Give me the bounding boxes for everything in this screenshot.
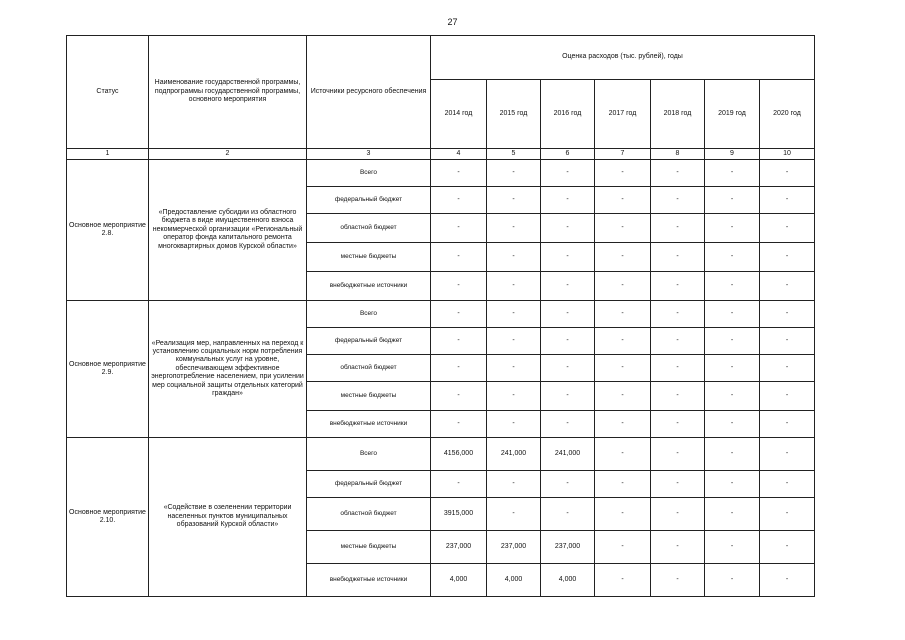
value-cell: - — [487, 382, 541, 411]
value-cell: - — [541, 272, 595, 301]
column-number: 5 — [487, 149, 541, 160]
status-cell: Основное мероприятие 2.8. — [67, 160, 149, 301]
value-cell: - — [705, 301, 760, 328]
source-cell: Всего — [307, 301, 431, 328]
page-number: 27 — [447, 17, 458, 27]
value-cell: - — [651, 531, 705, 564]
value-cell: - — [487, 160, 541, 187]
value-cell: - — [760, 301, 815, 328]
value-cell: 237,000 — [487, 531, 541, 564]
value-cell: - — [760, 187, 815, 214]
header-expenses: Оценка расходов (тыс. рублей), годы — [431, 36, 815, 80]
value-cell: - — [651, 243, 705, 272]
value-cell: - — [760, 438, 815, 471]
source-cell: федеральный бюджет — [307, 187, 431, 214]
value-cell: - — [705, 411, 760, 438]
value-cell: - — [651, 160, 705, 187]
value-cell: - — [541, 187, 595, 214]
table-row — [67, 301, 815, 328]
value-cell: - — [651, 471, 705, 498]
value-cell: - — [487, 272, 541, 301]
source-cell: внебюджетные источники — [307, 272, 431, 301]
value-cell: - — [705, 471, 760, 498]
source-cell: областной бюджет — [307, 498, 431, 531]
value-cell: 241,000 — [487, 438, 541, 471]
header-year: 2018 год — [651, 80, 705, 149]
value-cell: - — [705, 272, 760, 301]
value-cell: - — [431, 382, 487, 411]
value-cell: - — [651, 438, 705, 471]
value-cell: - — [487, 301, 541, 328]
value-cell: - — [431, 355, 487, 382]
header-sources: Источники ресурсного обеспечения — [307, 36, 431, 149]
value-cell: - — [541, 301, 595, 328]
value-cell: - — [595, 411, 651, 438]
value-cell: - — [760, 272, 815, 301]
status-cell: Основное мероприятие 2.9. — [67, 301, 149, 438]
source-cell: Всего — [307, 438, 431, 471]
column-number: 2 — [149, 149, 307, 160]
source-cell: внебюджетные источники — [307, 564, 431, 597]
value-cell: 4,000 — [431, 564, 487, 597]
value-cell: 4,000 — [487, 564, 541, 597]
value-cell: - — [760, 382, 815, 411]
value-cell: - — [760, 471, 815, 498]
value-cell: - — [487, 214, 541, 243]
value-cell: - — [541, 471, 595, 498]
value-cell: - — [651, 411, 705, 438]
value-cell: - — [431, 301, 487, 328]
value-cell: - — [487, 411, 541, 438]
value-cell: - — [651, 187, 705, 214]
value-cell: - — [705, 355, 760, 382]
value-cell: - — [651, 564, 705, 597]
column-number: 4 — [431, 149, 487, 160]
source-cell: внебюджетные источники — [307, 411, 431, 438]
value-cell: - — [705, 564, 760, 597]
value-cell: - — [651, 214, 705, 243]
column-number: 9 — [705, 149, 760, 160]
column-number-row — [67, 149, 815, 160]
value-cell: - — [487, 187, 541, 214]
value-cell: - — [705, 187, 760, 214]
value-cell: - — [431, 160, 487, 187]
value-cell: - — [541, 382, 595, 411]
value-cell: - — [595, 355, 651, 382]
table-body — [67, 160, 815, 597]
value-cell: - — [595, 531, 651, 564]
value-cell: - — [595, 564, 651, 597]
value-cell: - — [595, 214, 651, 243]
source-cell: областной бюджет — [307, 214, 431, 243]
header-year: 2016 год — [541, 80, 595, 149]
value-cell: - — [595, 243, 651, 272]
event-name-cell: «Реализация мер, направленных на переход к установлению социальных норм потребления коммунальных услуг на уровне, обеспечивающем эффективное энергопотребление населением, при усилении мер социальной защиты отдельных категорий граждан» — [149, 301, 307, 438]
value-cell: - — [487, 355, 541, 382]
value-cell: - — [595, 160, 651, 187]
value-cell: - — [595, 382, 651, 411]
value-cell: - — [705, 498, 760, 531]
value-cell: 237,000 — [541, 531, 595, 564]
budget-table — [66, 35, 815, 597]
value-cell: - — [541, 498, 595, 531]
header-year: 2019 год — [705, 80, 760, 149]
column-number: 3 — [307, 149, 431, 160]
value-cell: 237,000 — [431, 531, 487, 564]
column-number: 1 — [67, 149, 149, 160]
header-year: 2017 год — [595, 80, 651, 149]
value-cell: - — [760, 355, 815, 382]
value-cell: - — [431, 411, 487, 438]
value-cell: - — [760, 498, 815, 531]
value-cell: - — [760, 328, 815, 355]
value-cell: - — [760, 214, 815, 243]
value-cell: - — [431, 471, 487, 498]
column-number: 8 — [651, 149, 705, 160]
status-cell: Основное мероприятие 2.10. — [67, 438, 149, 597]
value-cell: 241,000 — [541, 438, 595, 471]
value-cell: - — [705, 438, 760, 471]
source-cell: местные бюджеты — [307, 531, 431, 564]
value-cell: - — [595, 498, 651, 531]
value-cell: - — [595, 471, 651, 498]
value-cell: - — [541, 355, 595, 382]
value-cell: - — [431, 214, 487, 243]
table-row — [67, 438, 815, 471]
value-cell: - — [651, 382, 705, 411]
value-cell: - — [760, 411, 815, 438]
value-cell: - — [705, 243, 760, 272]
value-cell: - — [760, 531, 815, 564]
value-cell: - — [595, 301, 651, 328]
source-cell: федеральный бюджет — [307, 471, 431, 498]
event-name-cell: «Предоставление субсидии из областного бюджета в виде имущественного взноса некоммерческой организации «Региональный оператор фонда капитального ремонта многоквартирных домов Курской области» — [149, 160, 307, 301]
header-year: 2020 год — [760, 80, 815, 149]
header-name: Наименование государственной программы, подпрограммы государственной программы, основного мероприятия — [149, 36, 307, 149]
source-cell: Всего — [307, 160, 431, 187]
header-year: 2015 год — [487, 80, 541, 149]
value-cell: - — [541, 328, 595, 355]
value-cell: - — [431, 187, 487, 214]
event-name-cell: «Содействие в озеленении территории населенных пунктов муниципальных образований Курской области» — [149, 438, 307, 597]
value-cell: - — [431, 243, 487, 272]
value-cell: - — [487, 243, 541, 272]
value-cell: - — [541, 160, 595, 187]
value-cell: - — [595, 328, 651, 355]
column-number: 7 — [595, 149, 651, 160]
value-cell: - — [705, 531, 760, 564]
source-cell: местные бюджеты — [307, 243, 431, 272]
value-cell: - — [595, 438, 651, 471]
source-cell: местные бюджеты — [307, 382, 431, 411]
value-cell: - — [705, 160, 760, 187]
value-cell: - — [705, 382, 760, 411]
value-cell: - — [651, 498, 705, 531]
value-cell: 4,000 — [541, 564, 595, 597]
value-cell: - — [760, 564, 815, 597]
value-cell: - — [705, 214, 760, 243]
value-cell: - — [651, 272, 705, 301]
header-row — [67, 36, 815, 80]
value-cell: 3915,000 — [431, 498, 487, 531]
value-cell: - — [541, 214, 595, 243]
value-cell: - — [487, 328, 541, 355]
column-number: 6 — [541, 149, 595, 160]
value-cell: - — [651, 328, 705, 355]
value-cell: - — [431, 272, 487, 301]
value-cell: - — [760, 160, 815, 187]
value-cell: - — [651, 301, 705, 328]
value-cell: - — [541, 243, 595, 272]
value-cell: - — [760, 243, 815, 272]
header-status: Статус — [67, 36, 149, 149]
source-cell: федеральный бюджет — [307, 328, 431, 355]
value-cell: - — [651, 355, 705, 382]
source-cell: областной бюджет — [307, 355, 431, 382]
value-cell: - — [487, 498, 541, 531]
header-year: 2014 год — [431, 80, 487, 149]
value-cell: - — [541, 411, 595, 438]
value-cell: - — [431, 328, 487, 355]
value-cell: - — [595, 272, 651, 301]
value-cell: 4156,000 — [431, 438, 487, 471]
value-cell: - — [705, 328, 760, 355]
value-cell: - — [487, 471, 541, 498]
column-number: 10 — [760, 149, 815, 160]
table-row — [67, 160, 815, 187]
value-cell: - — [595, 187, 651, 214]
